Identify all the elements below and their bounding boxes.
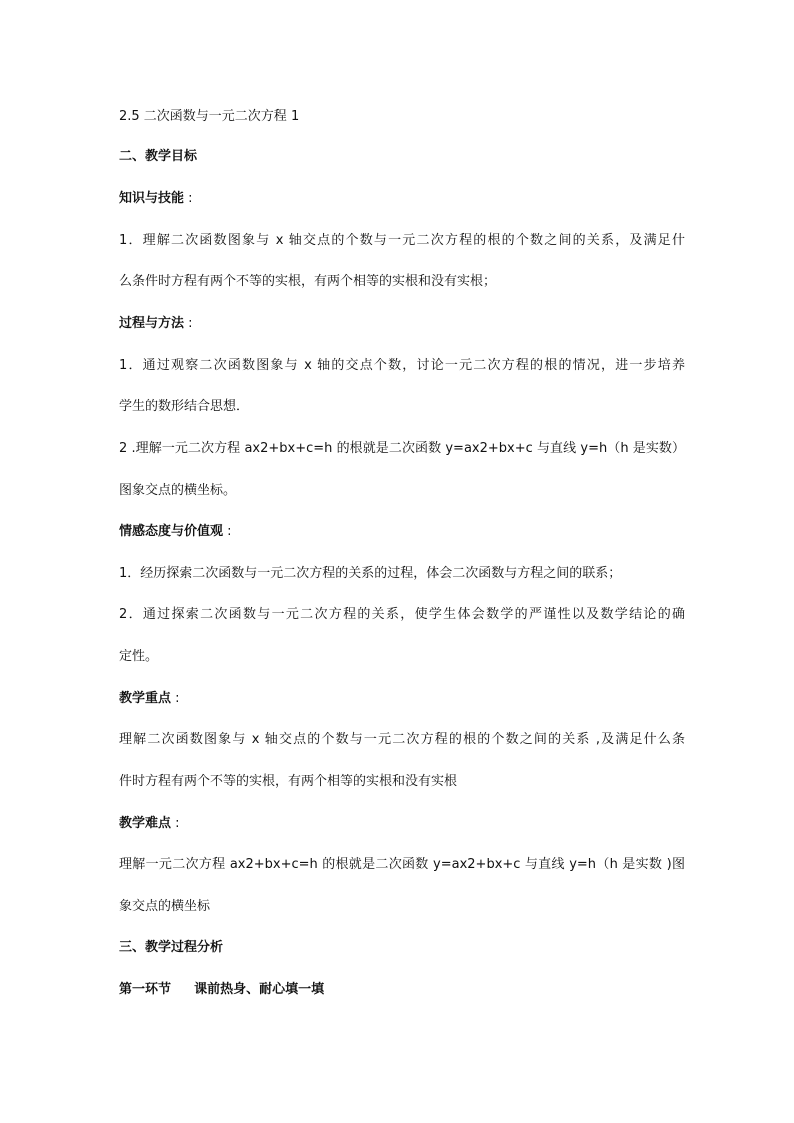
process-method-label: 过程与方法 [119,316,185,331]
emotion-item-2-line-1: 2．通过探索二次函数与一元二次方程的关系，使学生体会数学的严谨性以及数学结论的确 [119,607,685,622]
knowledge-item-1-line-2: 么条件时方程有两个不等的实根，有两个相等的实根和没有实根； [119,274,497,289]
knowledge-item-1-line-1: 1．理解二次函数图象与 x 轴交点的个数与一元二次方程的根的个数之间的关系，及满足什 [119,233,685,248]
emotion-item-2-line-2: 定性。 [119,649,159,664]
process-item-2-line-1: 2 .理解一元二次方程 ax2+bx+c=h 的根就是二次函数 y=ax2+bx+c 与直线 y=h（h 是实数） [119,441,685,456]
process-item-1-line-1: 1．通过观察二次函数图象与 x 轴的交点个数，讨论一元二次方程的根的情况，进一步培养 [119,358,685,373]
key-point-label: 教学重点 [119,691,172,706]
process-method-colon: : [188,316,193,331]
document-title: 2.5 二次函数与一元二次方程 1 [119,109,300,124]
step-1-heading [119,981,685,999]
process-method-heading [119,315,685,333]
knowledge-skills-colon: : [188,191,193,206]
emotion-values-heading [119,523,685,541]
knowledge-skills-heading [119,190,685,208]
process-item-1-line-2: 学生的数形结合思想． [119,399,250,414]
emotion-item-1: 1．经历探索二次函数与一元二次方程的关系的过程，体会二次函数与方程之间的联系； [119,566,622,581]
difficulty-label: 教学难点 [119,816,172,831]
process-item-2-line-2: 图象交点的横坐标。 [119,483,237,498]
step-1-label: 第一环节 [119,982,172,997]
key-point-line-2: 件时方程有两个不等的实根，有两个相等的实根和没有实根 [119,774,458,789]
difficulty-heading [119,815,685,833]
knowledge-skills-label: 知识与技能 [119,191,185,206]
step-1-title: 课前热身、耐心填一填 [194,982,325,997]
difficulty-line-1: 理解一元二次方程 ax2+bx+c=h 的根就是二次函数 y=ax2+bx+c 与直线 y=h（h 是实数 )图 [119,857,685,872]
section-heading-objectives: 二、教学目标 [119,149,198,164]
key-point-heading [119,690,685,708]
emotion-values-label: 情感态度与价值观 [119,524,224,539]
key-point-colon: : [175,691,180,706]
emotion-values-colon: : [227,524,232,539]
difficulty-line-2: 象交点的横坐标 [119,899,211,914]
key-point-line-1: 理解二次函数图象与 x 轴交点的个数与一元二次方程的根的个数之间的关系 ,及满足什么条 [119,732,685,747]
section-heading-process: 三、教学过程分析 [119,940,224,955]
difficulty-colon: : [175,816,180,831]
